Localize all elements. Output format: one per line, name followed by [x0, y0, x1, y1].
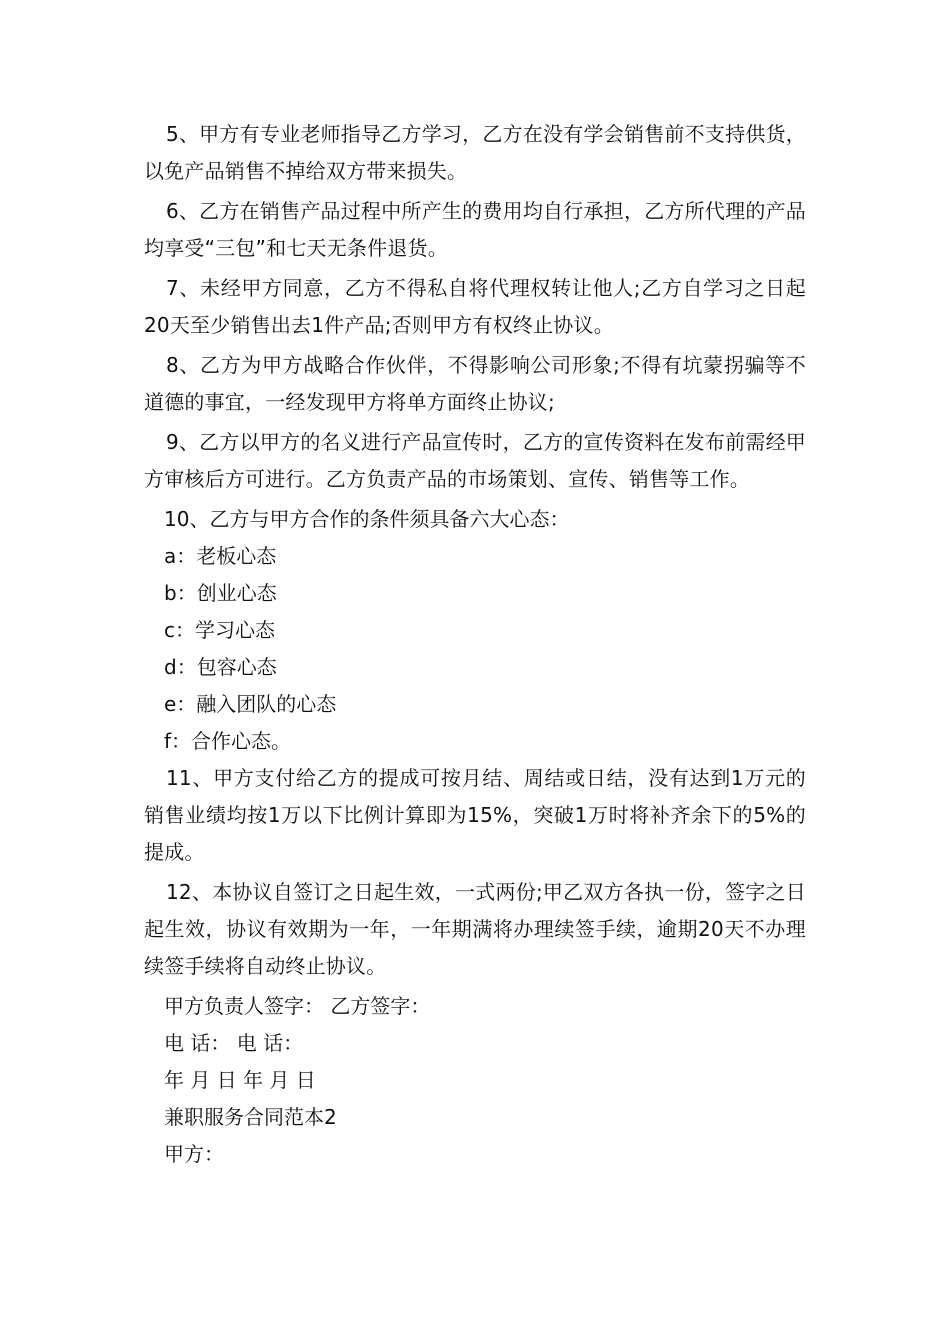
- clause-11: 11、甲方支付给乙方的提成可按月结、周结或日结，没有达到1万元的销售业绩均按1万以下比例计算即为15%，突破1万时将补齐余下的5%的提成。: [144, 766, 806, 864]
- clause-10: 10、乙方与甲方合作的条件须具备六大心态：: [164, 507, 570, 531]
- document-body: [144, 116, 806, 1173]
- clause-7: 7、未经甲方同意，乙方不得私自将代理权转让他人;乙方自学习之日起20天至少销售出去1件产品;否则甲方有权终止协议。: [144, 276, 806, 337]
- mentality-e: e：融入团队的心态: [164, 692, 337, 716]
- mentality-d: d：包容心态: [164, 655, 277, 679]
- mentality-f: f：合作心态。: [164, 729, 292, 753]
- clause-6: 6、乙方在销售产品过程中所产生的费用均自行承担，乙方所代理的产品均享受“三包”和七天无条件退货。: [144, 199, 806, 260]
- phone-line: 电 话： 电 话：: [164, 1031, 304, 1055]
- signature-line: 甲方负责人签字： 乙方签字：: [164, 994, 431, 1018]
- clause-9: 9、乙方以甲方的名义进行产品宣传时，乙方的宣传资料在发布前需经甲方审核后方可进行。乙方负责产品的市场策划、宣传、销售等工作。: [144, 430, 806, 491]
- next-contract-title: 兼职服务合同范本2: [164, 1105, 337, 1129]
- mentality-b: b：创业心态: [164, 581, 277, 605]
- party-a-label: 甲方：: [164, 1142, 224, 1166]
- clause-12: 12、本协议自签订之日起生效，一式两份;甲乙双方各执一份，签字之日起生效，协议有效期为一年，一年期满将办理续签手续，逾期20天不办理续签手续将自动终止协议。: [144, 880, 806, 978]
- date-line: 年 月 日 年 月 日: [164, 1068, 316, 1092]
- mentality-a: a：老板心态: [164, 544, 277, 568]
- clause-5: 5、甲方有专业老师指导乙方学习，乙方在没有学会销售前不支持供货，以免产品销售不掉给双方带来损失。: [144, 122, 806, 183]
- clause-8: 8、乙方为甲方战略合作伙伴，不得影响公司形象;不得有坑蒙拐骗等不道德的事宜，一经发现甲方将单方面终止协议;: [144, 353, 806, 414]
- mentality-c: c：学习心态: [164, 618, 275, 642]
